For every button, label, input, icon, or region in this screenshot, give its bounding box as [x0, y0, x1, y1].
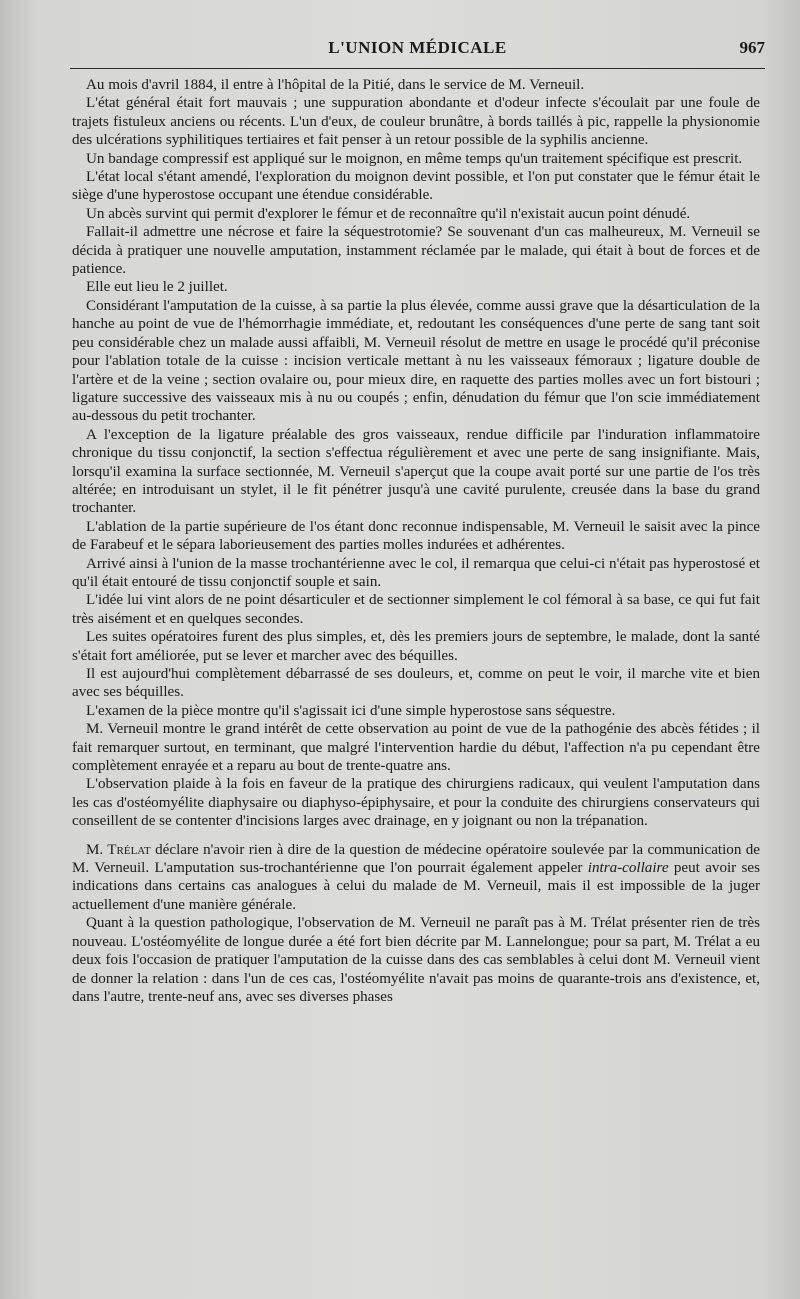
paragraph: L'idée lui vint alors de ne point désarticuler et de sectionner simplement le col fémoral à sa base, ce qui fut fait très aisément et en quelques secondes.: [72, 592, 760, 627]
paragraph-text: peut avoir ses indications dans certains cas analogues à celui du malade de M. Verneuil, mais il est impossible de la juger actuellement d'une manière générale.: [72, 860, 760, 913]
paragraph: Un abcès survint qui permit d'explorer le fémur et de reconnaître qu'il n'existait aucun point dénudé.: [86, 205, 691, 222]
header-rule: [70, 68, 765, 69]
journal-title: L'UNION MÉDICALE: [328, 38, 507, 57]
paragraph: Quant à la question pathologique, l'observation de M. Verneuil ne paraît pas à M. Trélat présenter rien de très nouveau. L'ostéomyélite de longue durée a été fort bien décrite par M. Lannelongue; pour sa part, M. Trélat a eu deux fois l'occasion de pratiquer l'amputation de la cuisse dans des cas semblables à celui dont M. Verneuil vient de donner la relation : dans l'un de ces cas, l'ostéomyélite n'avait pas moins de quarante-trois ans d'existence, et, dans l'autre, trente-neuf ans, avec ses diverses phases: [72, 915, 760, 1005]
paragraph: L'ablation de la partie supérieure de l'os étant donc reconnue indispensable, M. Verneuil le saisit avec la pince de Farabeuf et le sépara laborieusement des parties molles indurées et adhérentes.: [72, 518, 760, 554]
paragraph: Il est aujourd'hui complètement débarrassé de ses douleurs, et, comme on peut le voir, il marche vite et bien avec ses béquilles.: [72, 666, 760, 701]
paragraph: Arrivé ainsi à l'union de la masse trochantérienne avec le col, il remarqua que celui-ci n'était pas hyperostosé et qu'il était entouré de tissu conjonctif souple et sain.: [72, 555, 760, 590]
paragraph-trelat: [72, 841, 760, 915]
paragraph: Les suites opératoires furent des plus simples, et, dès les premiers jours de septembre, le malade, dont la santé s'était fort améliorée, put se lever et marcher avec des béquilles.: [72, 629, 760, 664]
paragraph: L'état local s'étant amendé, l'exploration du moignon devint possible, et l'on put constater que le fémur était le siège d'une hyperostose occupant une étendue considérable.: [72, 169, 760, 204]
paragraph-text: déclare n'avoir rien à dire de la question de médecine opératoire soulevée par la communication de M. Verneuil. L'amputation sus-trochantérienne que l'on pourrait également appeler: [72, 841, 760, 877]
article-body: [72, 76, 760, 1006]
paragraph: L'état général était fort mauvais ; une suppuration abondante et d'odeur infecte s'écoulait par une foule de trajets fistuleux anciens ou récents. L'un d'eux, de couleur brunâtre, à bords taillés à pic, rappelle la physionomie des ulcérations syphilitiques tertiaires et fait penser à un retour possible de la syphilis ancienne.: [72, 95, 760, 149]
paragraph: A l'exception de la ligature préalable des gros vaisseaux, rendue difficile par l'induration inflammatoire chronique du tissu conjonctif, la section s'effectua régulièrement et avec une perte de sang insignifiante. Mais, lorsqu'il examina la surface sectionnée, M. Verneuil s'aperçut que la coupe avait porté sur une partie de l'os très altérée; en introduisant un stylet, il le fit pénétrer jusqu'à une cavité purulente, creusée dans la base du grand trochanter.: [72, 426, 760, 517]
page-number: 967: [739, 38, 765, 57]
running-header: [70, 36, 765, 66]
paragraph: Un bandage compressif est appliqué sur le moignon, en même temps qu'un traitement spécifique est prescrit.: [86, 150, 743, 167]
paragraph: Au mois d'avril 1884, il entre à l'hôpital de la Pitié, dans le service de M. Verneuil.: [86, 77, 585, 93]
paragraph: M. Verneuil montre le grand intérêt de cette observation au point de vue de la pathogénie des abcès fétides ; il fait remarquer surtout, en terminant, que malgré l'intervention hardie du début, l'affection n'a pu cependant être complètement enrayée et a reparu au bout de trente-quatre ans.: [72, 721, 760, 775]
paragraph: Considérant l'amputation de la cuisse, à sa partie la plus élevée, comme aussi grave que la désarticulation de la hanche au point de vue de l'hémorrhagie immédiate, et, redoutant les conséquences d'une perte de sang tant soit peu considérable chez un malade aussi affaibli, M. Verneuil résolut de mettre en usage le procédé qu'il préconise pour l'ablation totale de la cuisse : incision verticale mettant à nu les vaisseaux fémoraux ; ligature double de l'artère et de la veine ; section ovalaire ou, pour mieux dire, en raquette des parties molles avec un fort bistouri ; ligature successive des vaisseaux mis à nu ou coupés ; enfin, dénudation du fémur que l'on scie immédiatement au-dessous du petit trochanter.: [72, 297, 760, 425]
italic-term: intra-collaire: [587, 860, 669, 877]
paragraph: Elle eut lieu le 2 juillet.: [86, 279, 228, 296]
paragraph: L'examen de la pièce montre qu'il s'agissait ici d'une simple hyperostose sans séquestre.: [86, 702, 616, 719]
paragraph: Fallait-il admettre une nécrose et faire la séquestrotomie? Se souvenant d'un cas malheureux, M. Verneuil se décida à pratiquer une nouvelle amputation, instamment réclamée par le malade, qui était à bout de forces et de patience.: [72, 224, 760, 278]
paragraph: L'observation plaide à la fois en faveur de la pratique des chirurgiens radicaux, qui veulent l'amputation dans les cas d'ostéomyélite diaphysaire ou diaphyso-épiphysaire, et pour la conduite des chirurgiens conservateurs qui conseillent de se contenter d'incisions larges avec drainage, en y joignant ou non la trépanation.: [72, 776, 760, 830]
speaker-name: M. Trélat: [86, 841, 151, 858]
